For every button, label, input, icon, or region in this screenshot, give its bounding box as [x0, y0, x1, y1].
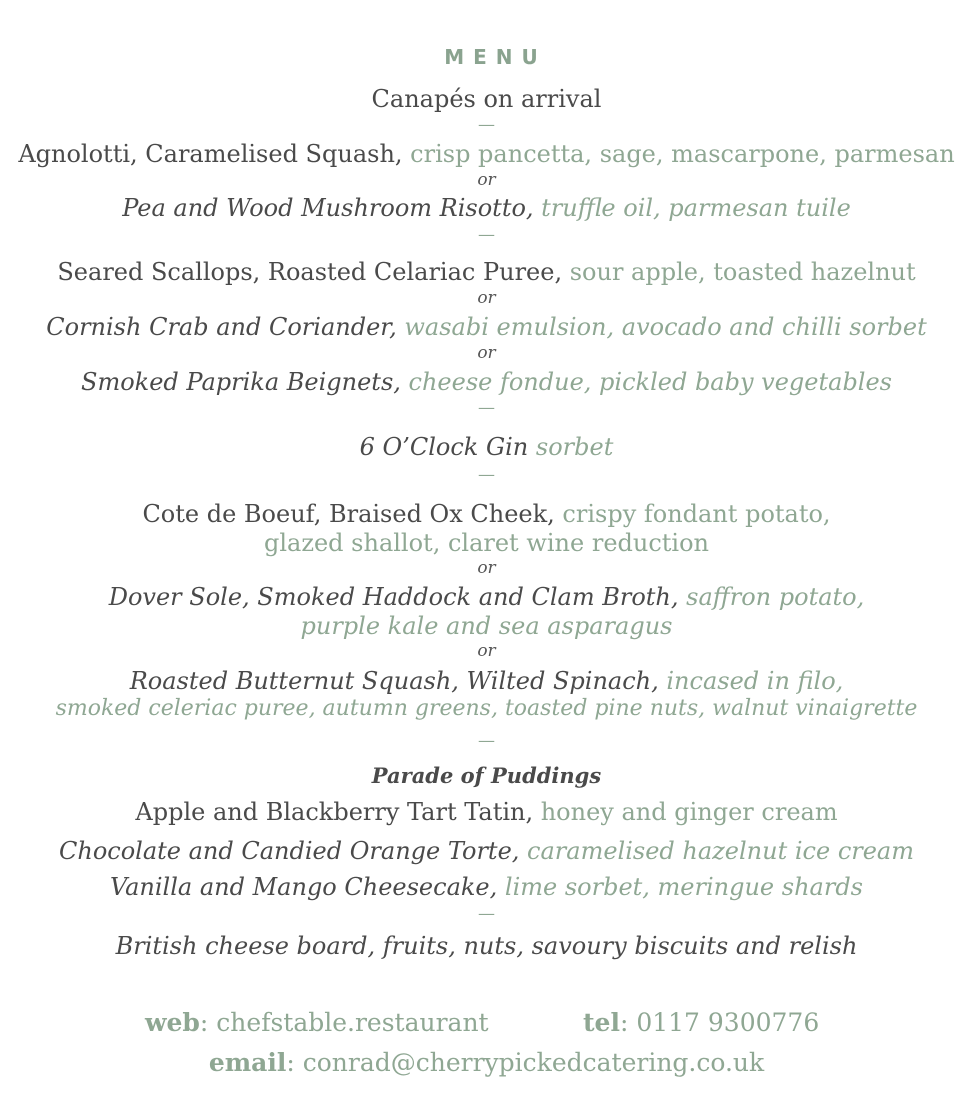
dish-name: Apple and Blackberry Tart Tatin,: [135, 798, 534, 826]
palate-cleanser: [0, 435, 973, 459]
or-divider: or: [477, 558, 496, 578]
separator: —: [478, 465, 495, 485]
dish-name: Seared Scallops, Roasted Celariac Puree,: [57, 258, 563, 286]
or-divider: or: [477, 170, 496, 190]
or-divider: or: [477, 343, 496, 363]
dish-name: Smoked Paprika Beignets,: [81, 368, 401, 396]
dish-name: Agnolotti, Caramelised Squash,: [18, 140, 403, 168]
web-label: web: [145, 1008, 200, 1037]
dish-name: Pea and Wood Mushroom Risotto,: [122, 194, 534, 222]
dish-name: Roasted Butternut Squash, Wilted Spinach,: [129, 667, 659, 695]
fish-item: [0, 260, 973, 284]
starter-item: [0, 142, 973, 166]
dish-description: lime sorbet, meringue shards: [497, 873, 863, 901]
web-address[interactable]: : chefstable.restaurant: [199, 1008, 489, 1037]
email-contact[interactable]: [0, 1050, 973, 1075]
dish-description-continued: smoked celeriac puree, autumn greens, toasted pine nuts, walnut vinaigrette: [55, 696, 918, 721]
dish-description: sour apple, toasted hazelnut: [562, 258, 916, 286]
separator: —: [478, 225, 495, 245]
separator: —: [478, 115, 495, 135]
dish-description-continued: purple kale and sea asparagus: [300, 612, 673, 640]
tel-label: tel: [583, 1008, 620, 1037]
email-address[interactable]: : conrad@cherrypickedcatering.co.uk: [286, 1048, 765, 1077]
pudding-item: [0, 800, 973, 824]
dish-description: truffle oil, parmesan tuile: [533, 194, 851, 222]
or-divider: or: [477, 641, 496, 661]
dish-description: saffron potato,: [678, 583, 865, 611]
separator: —: [478, 904, 495, 924]
dish-description: cheese fondue, pickled baby vegetables: [400, 368, 892, 396]
dish-description: wasabi emulsion, avocado and chilli sorbet: [396, 313, 927, 341]
arrival-line: Canapés on arrival: [371, 85, 602, 113]
dish-name: 6 O’Clock Gin: [359, 433, 529, 461]
dish-name: Cornish Crab and Coriander,: [46, 313, 397, 341]
main-item: [0, 585, 973, 609]
menu-title: MENU: [444, 45, 547, 69]
pudding-item: [0, 875, 973, 899]
dish-description: crispy fondant potato,: [554, 500, 831, 528]
puddings-heading: Parade of Puddings: [371, 763, 602, 788]
dish-name: Dover Sole, Smoked Haddock and Clam Broth,: [108, 583, 679, 611]
separator: —: [478, 731, 495, 751]
dish-description: sorbet: [528, 433, 614, 461]
dish-name: Chocolate and Candied Orange Torte,: [59, 837, 520, 865]
email-label: email: [208, 1048, 287, 1077]
dish-description: incased in filo,: [658, 667, 844, 695]
web-contact[interactable]: [145, 1008, 489, 1037]
tel-contact[interactable]: [583, 1008, 819, 1037]
cheese-board: British cheese board, fruits, nuts, savoury biscuits and relish: [115, 932, 858, 960]
dish-name: Cote de Boeuf, Braised Ox Cheek,: [142, 500, 555, 528]
fish-item: [0, 370, 973, 394]
pudding-item: [0, 839, 973, 863]
main-item: [0, 502, 973, 526]
dish-description: caramelised hazelnut ice cream: [519, 837, 914, 865]
dish-description: honey and ginger cream: [533, 798, 838, 826]
dish-name: Vanilla and Mango Cheesecake,: [109, 873, 498, 901]
starter-item: [0, 196, 973, 220]
dish-description-continued: glazed shallot, claret wine reduction: [263, 529, 710, 557]
fish-item: [0, 315, 973, 339]
main-item: [0, 669, 973, 693]
separator: —: [478, 398, 495, 418]
tel-number[interactable]: : 0117 9300776: [619, 1008, 820, 1037]
dish-description: crisp pancetta, sage, mascarpone, parmesan: [402, 140, 955, 168]
or-divider: or: [477, 288, 496, 308]
